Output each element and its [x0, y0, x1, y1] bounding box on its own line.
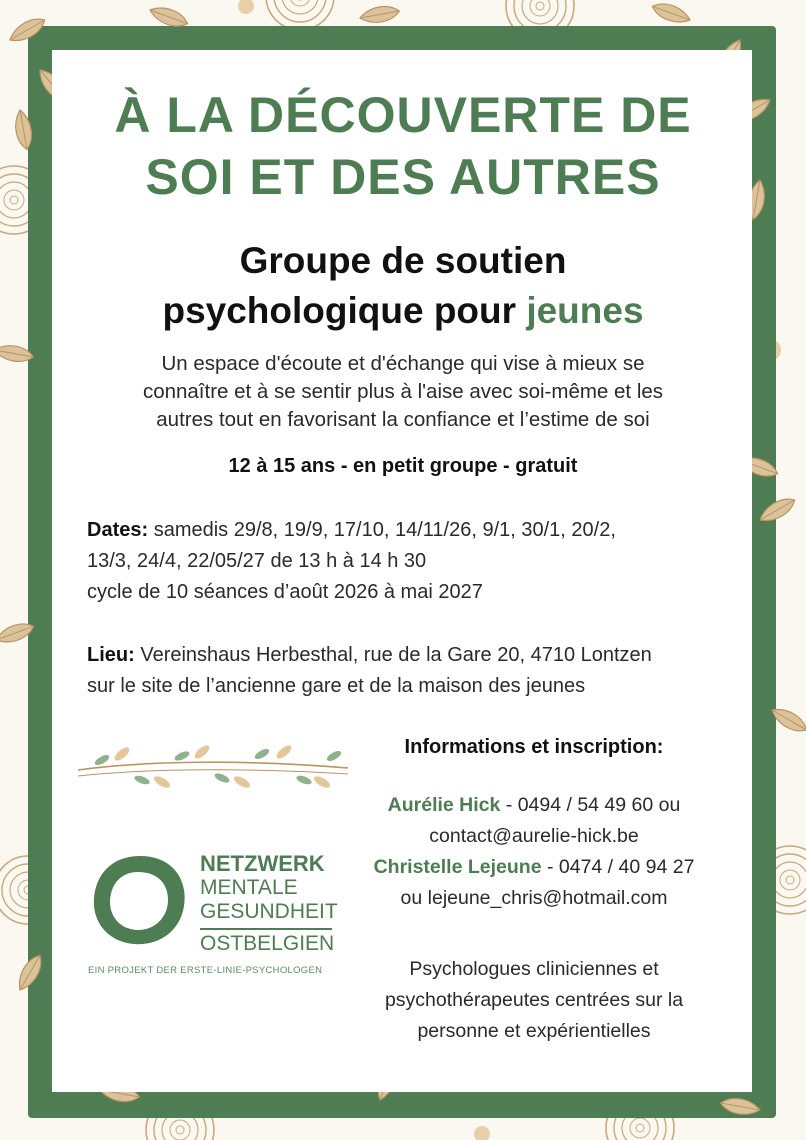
- logo-text: NETZWERK MENTALE GESUNDHEIT OSTBELGIEN: [200, 851, 338, 955]
- netzwerk-logo-icon: [88, 850, 192, 950]
- dates-label: Dates:: [87, 519, 149, 541]
- logo-subtitle: EIN PROJEKT DER ERSTE-LINIE-PSYCHOLOGEN: [88, 965, 323, 976]
- dates-block: Dates: samedis 29/8, 19/9, 17/10, 14/11/26, 9/1, 30/1, 20/2, 13/3, 24/4, 22/05/27 de 13 h à 14 h 30 cycle de 10 séances d’août 2026 à mai 2027: [87, 519, 616, 603]
- tagline: 12 à 15 ans - en petit groupe - gratuit: [228, 455, 578, 477]
- subtitle-highlight: jeunes: [526, 290, 644, 331]
- contact-email-2[interactable]: ou lejeune_chris@hotmail.com: [400, 887, 668, 909]
- main-title: À LA DÉCOUVERTE DE SOI ET DES AUTRES: [114, 87, 692, 205]
- contact-email-1[interactable]: contact@aurelie-hick.be: [429, 825, 639, 847]
- branch-decoration: [72, 738, 354, 794]
- contact-name-2: Christelle Lejeune: [373, 856, 542, 878]
- subtitle: Groupe de soutien psychologique pour jeunes: [162, 240, 644, 331]
- contact-block: Aurélie Hick - 0494 / 54 49 60 ou contact@aurelie-hick.be Christelle Lejeune - 0474 / 40 94 27 ou lejeune_chris@hotmail.com: [348, 790, 720, 914]
- description: Un espace d'écoute et d'échange qui vise à mieux se connaître et à se sentir plus à l'aise avec soi-même et les autres tout en favorisant la confiance et l’estime de soi: [142, 352, 664, 431]
- contact-name-1: Aurélie Hick: [387, 794, 501, 816]
- location-label: Lieu:: [87, 644, 135, 666]
- footer-text: Psychologues cliniciennes et psychothérapeutes centrées sur la personne et expérientielles: [384, 958, 684, 1042]
- contact-heading: Informations et inscription:: [404, 736, 664, 758]
- location-block: Lieu: Vereinshaus Herbesthal, rue de la Gare 20, 4710 Lontzen sur le site de l’ancienne gare et de la maison des jeunes: [87, 644, 652, 697]
